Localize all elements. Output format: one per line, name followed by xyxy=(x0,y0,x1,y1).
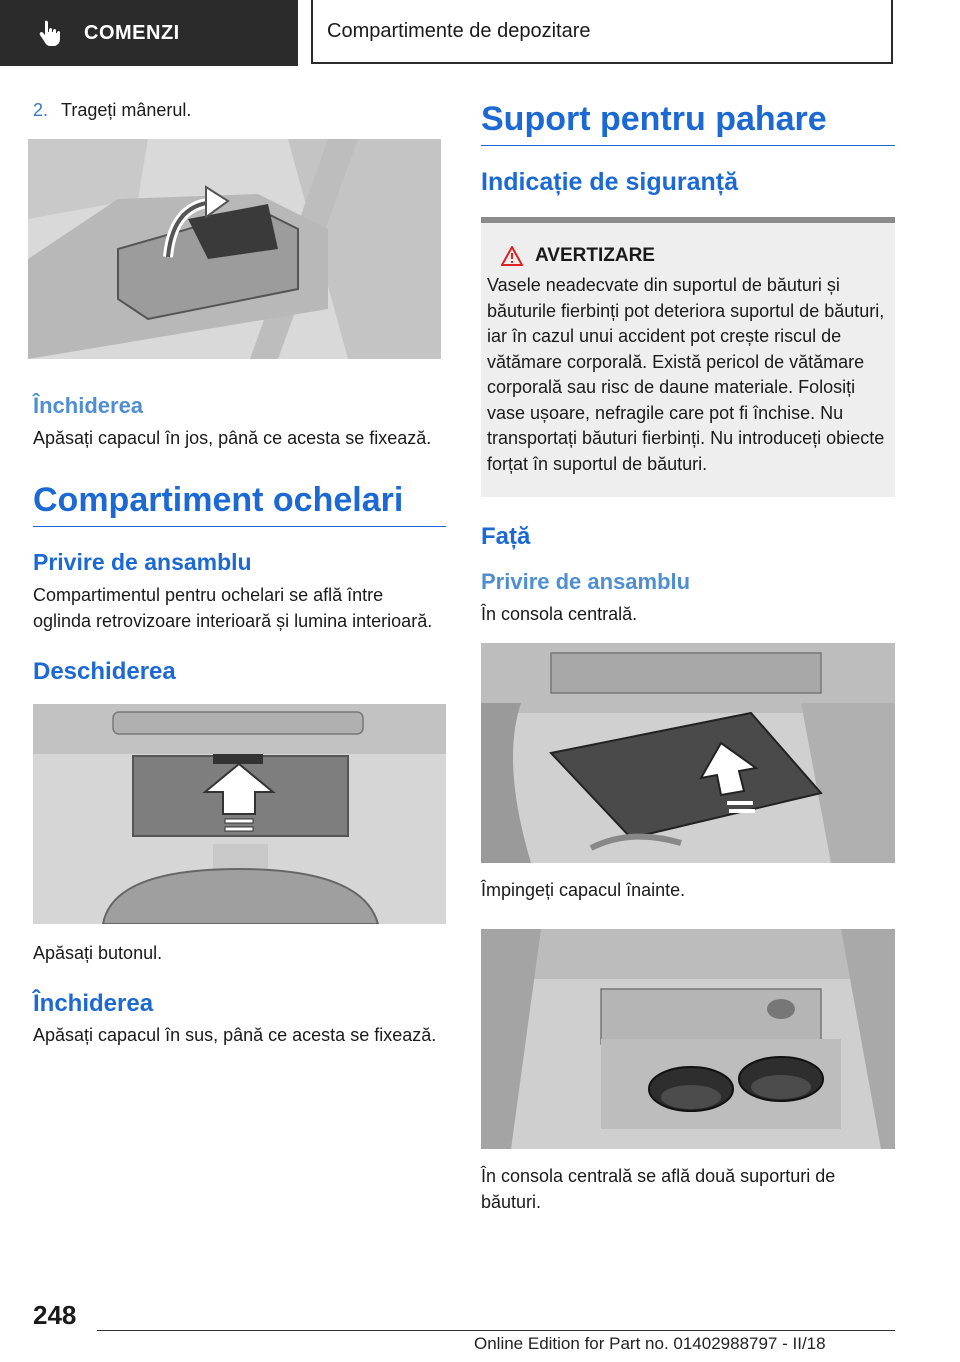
glasses-compartment-illustration xyxy=(33,704,446,924)
left-column xyxy=(33,100,446,1048)
section-tab[interactable] xyxy=(0,0,298,66)
two-holders-text: În consola centrală se află două suporturi de băuturi. xyxy=(481,1166,836,1212)
chapter-title: Compartimente de depozitare xyxy=(311,0,893,64)
opening-heading: Deschiderea xyxy=(33,658,176,685)
front-overview-heading: Privire de ansamblu xyxy=(481,569,691,594)
footer-divider xyxy=(97,1330,895,1331)
step-number: 2. xyxy=(33,100,49,120)
closing1-text: Apăsați capacul în jos, până ce acesta se fixează. xyxy=(33,428,432,448)
closing2-text: Apăsați capacul în sus, până ce acesta se fixează. xyxy=(33,1025,437,1045)
safety-heading: Indicație de siguranță xyxy=(481,168,739,196)
step-item xyxy=(33,100,446,121)
page-header xyxy=(0,0,960,66)
warning-triangle-icon xyxy=(501,246,523,266)
cupholder-title: Suport pentru pahare xyxy=(481,100,895,146)
overview-heading: Privire de ansamblu xyxy=(33,549,252,575)
press-button-text: Apăsați butonul. xyxy=(33,943,163,963)
front-heading: Față xyxy=(481,523,531,550)
push-cover-text: Împingeți capacul înainte. xyxy=(481,880,686,900)
right-column xyxy=(481,100,895,1215)
edition-text: Online Edition for Part no. 01402988797 - II/18 xyxy=(474,1334,826,1353)
armrest-handle-illustration xyxy=(28,139,441,359)
warning-title-text: AVERTIZARE xyxy=(535,245,655,266)
closing1-heading: Închiderea xyxy=(33,393,144,418)
overview-text: Compartimentul pentru ochelari se află între oglinda retrovizoare interioară și lumina interioară. xyxy=(33,585,433,631)
closing2-heading: Închiderea xyxy=(33,990,154,1017)
front-overview-text: În consola centrală. xyxy=(481,604,638,624)
section-label: COMENZI xyxy=(84,21,180,44)
cupholders-illustration xyxy=(481,929,895,1149)
hand-pointer-icon xyxy=(36,18,66,48)
warning-title xyxy=(487,245,887,267)
cupholder-cover-illustration xyxy=(481,643,895,863)
page-number: 248 xyxy=(33,1300,77,1330)
step-text: Trageți mânerul. xyxy=(61,100,192,120)
warning-box xyxy=(481,217,895,497)
glasses-title: Compartiment ochelari xyxy=(33,481,446,527)
warning-text: Vasele neadecvate din suportul de băuturi și băuturile fierbinți pot deteriora suportul de băuturi, iar în cazul unui accident pot crește riscul de vătămare corporală. Există pericol de vătămare corporală sau risc de daune materiale. Folosiți vase ușoare, nefragile care pot fi închise. Nu transportați băuturi fierbinți. Nu introduceți obiecte forțat în suportul de băuturi. xyxy=(487,275,885,474)
